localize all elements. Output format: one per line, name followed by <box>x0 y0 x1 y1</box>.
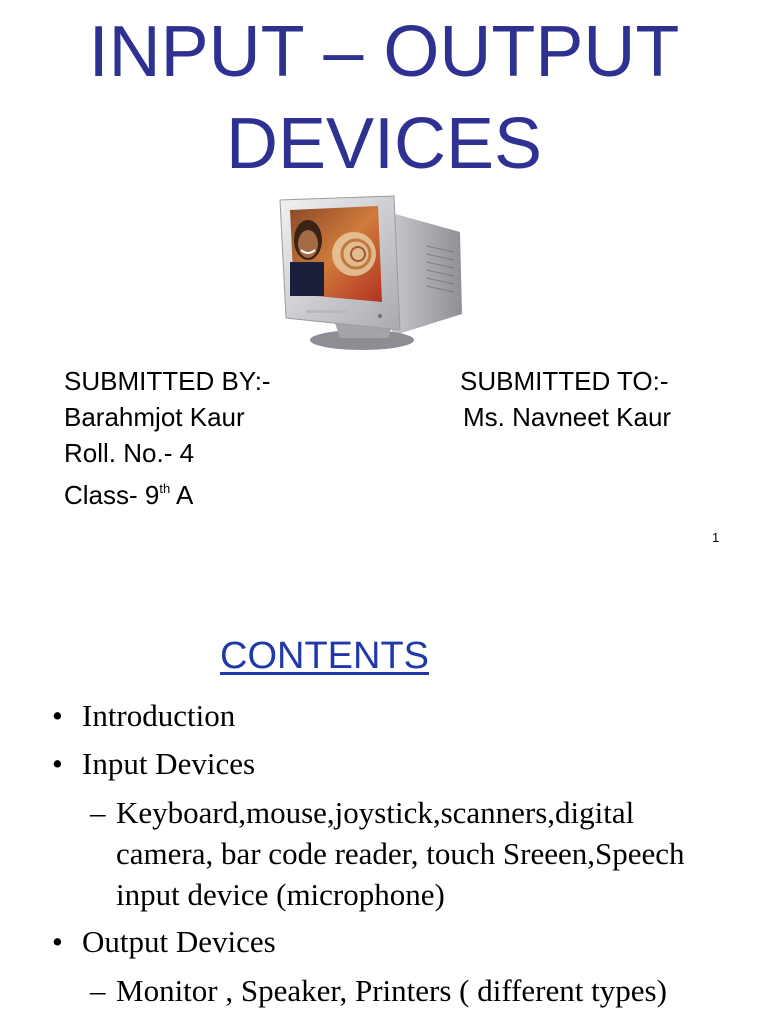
dash-icon: – <box>90 973 106 1008</box>
list-item <box>52 696 235 736</box>
list-item <box>52 744 255 784</box>
class-prefix: Class- 9 <box>64 480 160 510</box>
bullet-icon: • <box>52 746 63 781</box>
teacher-name: Ms. Navneet Kaur <box>463 402 672 432</box>
bullet-icon: • <box>52 924 63 959</box>
dash-icon: – <box>90 795 106 830</box>
sub-list-item <box>90 970 710 1011</box>
contents-slide <box>0 560 768 1024</box>
crt-monitor-image <box>276 194 470 356</box>
sub-list-item <box>90 792 710 915</box>
page-number: 1 <box>712 530 720 545</box>
contents-heading-link[interactable]: CONTENTS <box>220 635 429 677</box>
roll-number: Roll. No.- 4 <box>64 438 195 468</box>
submitted-to-label: SUBMITTED TO:- <box>460 366 669 396</box>
slide-title-line-2: DEVICES <box>225 104 543 184</box>
sub-list-item-text: Keyboard,mouse,joystick,scanners,digital camera, bar code reader, touch Sreeen,Speech input device (microphone) <box>116 795 685 912</box>
class-suffix: A <box>170 480 194 510</box>
sub-list-item-text: Monitor , Speaker, Printers ( different types) <box>116 973 667 1008</box>
list-item-label: Introduction <box>82 698 236 733</box>
submitted-by-label: SUBMITTED BY:- <box>64 366 271 396</box>
list-item <box>52 922 276 962</box>
class-line <box>64 471 193 513</box>
student-name: Barahmjot Kaur <box>64 402 245 432</box>
list-item-label: Input Devices <box>82 746 256 781</box>
bullet-icon: • <box>52 698 63 733</box>
list-item-label: Output Devices <box>82 924 276 959</box>
class-superscript: th <box>159 481 171 496</box>
slide-title-line-1: INPUT – OUTPUT <box>88 12 680 92</box>
